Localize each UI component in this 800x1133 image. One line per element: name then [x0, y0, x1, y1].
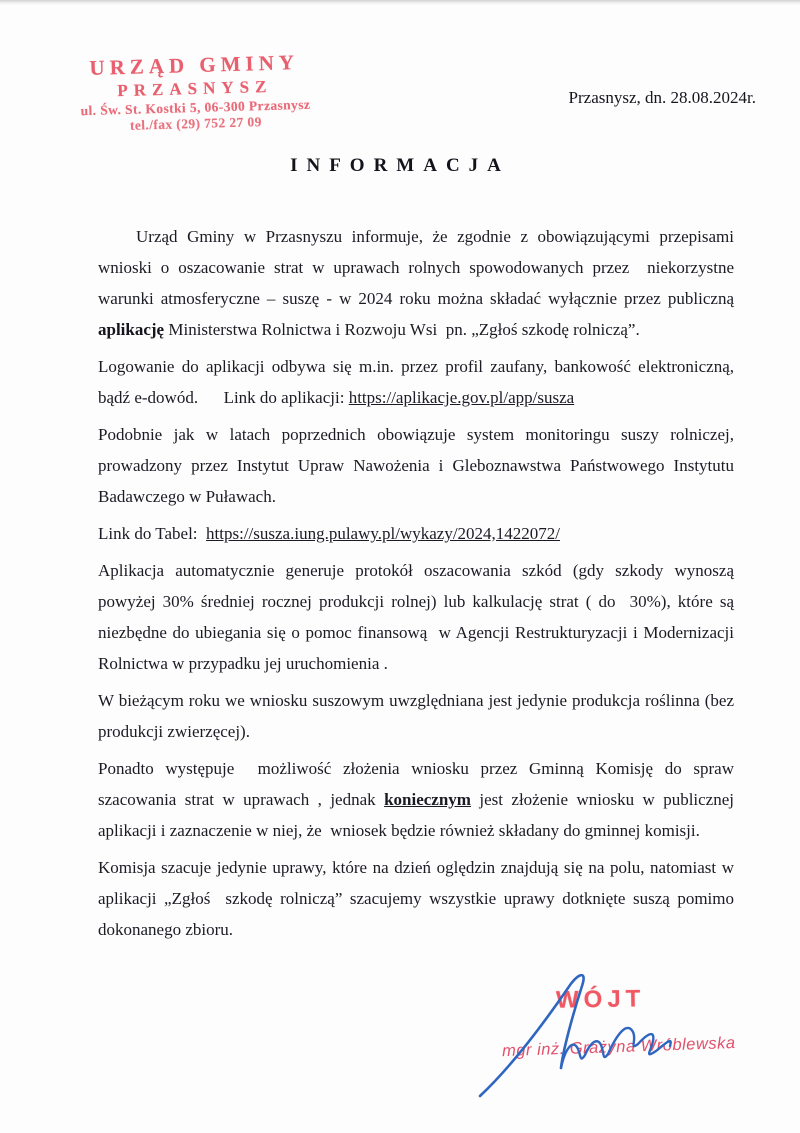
- date-line: Przasnysz, dn. 28.08.2024r.: [568, 88, 756, 107]
- paragraph-protocol: Aplikacja automatycznie generuje protokół oszacowania szkód (gdy szkody wynoszą powyżej 30% średniej rocznej produkcji rolnej) lub kalkulację strat ( do 30%), które są niezbędne do ubiegania się o pomoc finansową w Agencji Restrukturyzacji i Modernizacji Rolnictwa w przypadku jej uruchomienia .: [98, 561, 739, 673]
- p7-text-before: Ponadto występuje możliwość złożenia wniosku przez Gminną Komisję do spraw szacowania strat w uprawach , jednak: [98, 759, 739, 809]
- office-letterhead-stamp: [69, 49, 321, 137]
- signatory-name: mgr inż. Grażyna Wróblewska: [501, 1033, 736, 1061]
- p2-text: Logowanie do aplikacji odbywa się m.in. przez profil zaufany, bankowość elektroniczną, bądź e-dowód. Link do aplikacji:: [98, 357, 739, 407]
- application-link[interactable]: https://aplikacje.gov.pl/app/susza: [348, 388, 575, 407]
- p1-bold-word: aplikację: [98, 320, 165, 339]
- signature-block: [468, 962, 736, 1112]
- paragraph-login: [98, 351, 739, 413]
- paragraph-monitoring: Podobnie jak w latach poprzednich obowiązuje system monitoringu suszy rolniczej, prowadzony przez Instytut Upraw Nawożenia i Gleboznawstwa Państwowego Instytutu Badawczego w Puławach.: [98, 425, 739, 506]
- handwritten-signature-ink: [468, 962, 718, 1112]
- paragraph-crop-production: W bieżącym roku we wniosku suszowym uwzględniana jest jedynie produkcja roślinna (bez produkcji zwierzęcej).: [98, 691, 739, 741]
- scan-edge-artifact: [0, 0, 800, 6]
- office-address: ul. Św. St. Kostki 5, 06-300 Przasnysz: [80, 96, 311, 118]
- document-body: [98, 221, 739, 951]
- paragraph-intro: [98, 221, 739, 345]
- paragraph-commission: [98, 753, 739, 846]
- tables-link[interactable]: https://susza.iung.pulawy.pl/wykazy/2024,1422072/: [206, 524, 561, 543]
- office-phone: tel./fax (29) 752 27 09: [129, 114, 262, 134]
- document-title: INFORMACJA: [290, 155, 510, 176]
- wojt-title-stamp: WÓJT: [555, 985, 646, 1014]
- p7-emphasized-word: koniecznym: [384, 790, 471, 809]
- office-name: URZĄD GMINY: [89, 50, 300, 80]
- p4-label: Link do Tabel:: [98, 524, 207, 543]
- paragraph-tables: [98, 518, 734, 549]
- office-city: PRZASNYSZ: [117, 77, 273, 101]
- p1-text-after: Ministerstwa Rolnictwa i Rozwoju Wsi pn. „Zgłoś szkodę rolniczą”.: [164, 320, 640, 339]
- p1-text-before: Urząd Gminy w Przasnyszu informuje, że zgodnie z obowiązującymi przepisami wnioski o oszacowanie strat w uprawach rolnych spowodowanych przez niekorzystne warunki atmosferyczne – suszę - w 2024 roku można składać wyłącznie przez publiczną: [98, 227, 739, 308]
- paragraph-assessment: Komisja szacuje jedynie uprawy, które na dzień oględzin znajdują się na polu, natomiast w aplikacji „Zgłoś szkodę rolniczą” szacujemy wszystkie uprawy dotknięte suszą pomimo dokonanego zbioru.: [98, 858, 739, 939]
- p7-text-after: jest złożenie wniosku w publicznej aplikacji i zaznaczenie w niej, że wniosek będzie również składany do gminnej komisji.: [98, 790, 739, 840]
